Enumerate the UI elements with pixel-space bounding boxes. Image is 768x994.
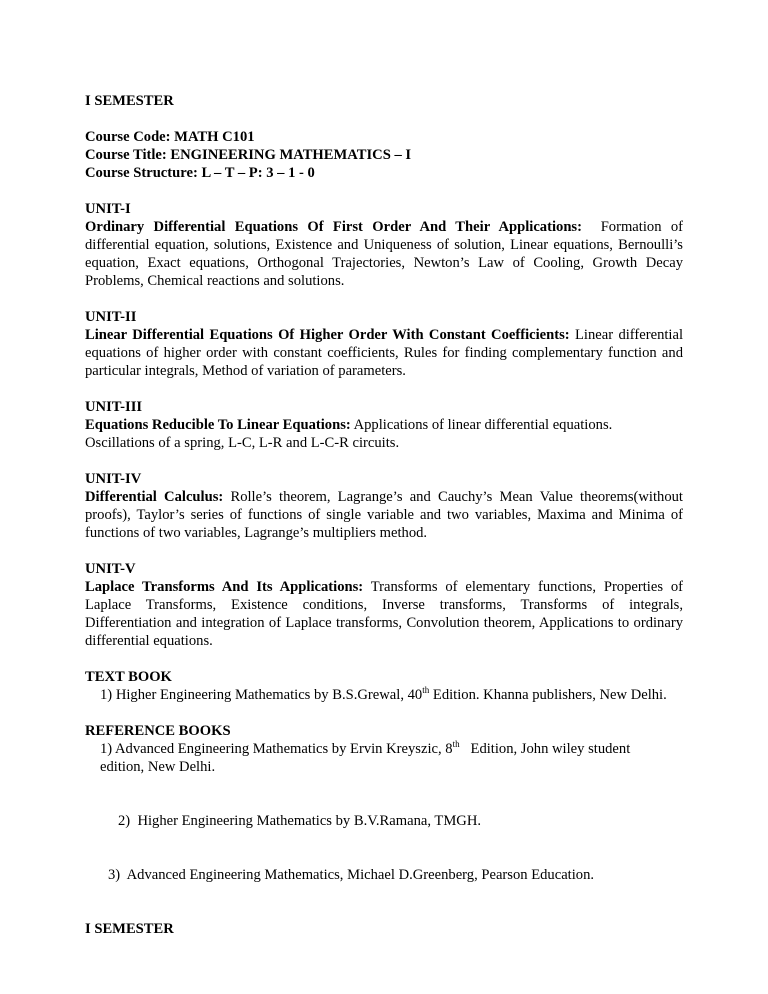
- unit-topic: Ordinary Differential Equations Of First Order And Their Applications:: [85, 219, 582, 235]
- unit-content: Transforms of elementary functions, Properties of Laplace Transforms, Existence conditions, Inverse transforms, Transforms of integrals, Differentiation and integration of Laplace transforms, Convolution theorem, Applications to ordinary differential equations.: [85, 579, 683, 649]
- unit-content-line2: Oscillations of a spring, L-C, L-R and L-C-R circuits.: [85, 435, 400, 451]
- semester-heading: I SEMESTER: [85, 93, 174, 109]
- unit-topic: Linear Differential Equations Of Higher Order With Constant Coefficients:: [85, 327, 570, 343]
- unit-content: Linear differential equations of higher order with constant coefficients, Rules for finding complementary function and particular integrals, Method of variation of parameters.: [85, 327, 684, 379]
- reference-item-text: 1) Advanced Engineering Mathematics by Ervin Kreyszic, 8: [100, 741, 453, 757]
- reference-item-line2: edition, New Delhi.: [100, 759, 216, 775]
- superscript: th: [422, 685, 430, 695]
- unit-body: [85, 326, 683, 380]
- unit-body: [85, 218, 683, 290]
- reference-item: 2) Higher Engineering Mathematics by B.V.Ramana, TMGH.: [118, 813, 482, 829]
- unit-topic: Equations Reducible To Linear Equations:: [85, 417, 351, 433]
- reference-item: 3) Advanced Engineering Mathematics, Michael D.Greenberg, Pearson Education.: [108, 867, 595, 883]
- text-book-item-text: Higher Engineering Mathematics by B.S.Grewal, 40: [115, 687, 423, 703]
- text-book-heading: TEXT BOOK: [85, 669, 172, 685]
- text-book-item-number: 1): [100, 687, 113, 703]
- unit-body: [85, 578, 683, 650]
- reference-item: [100, 740, 683, 758]
- unit-content: Applications of linear differential equations.: [353, 417, 613, 433]
- unit-topic: Laplace Transforms And Its Applications:: [85, 579, 364, 595]
- footer-semester-heading: I SEMESTER: [85, 921, 174, 937]
- text-book-item-text-end: Edition. Khanna publishers, New Delhi.: [429, 687, 667, 703]
- reference-item-text-mid: Edition, John wiley student: [459, 741, 631, 757]
- unit-heading: UNIT-IV: [85, 471, 142, 487]
- document-body: [85, 92, 683, 938]
- reference-books-heading: REFERENCE BOOKS: [85, 723, 231, 739]
- unit-heading: UNIT-I: [85, 201, 131, 217]
- unit-content: Formation of differential equation, solutions, Existence and Uniqueness of solution, Linear equations, Bernoulli’s equation, Exact equations, Orthogonal Trajectories, Newton’s Law of Cooling, Growth Decay Problems, Chemical reactions and solutions.: [85, 219, 683, 289]
- unit-heading: UNIT-V: [85, 561, 136, 577]
- unit-heading: UNIT-II: [85, 309, 137, 325]
- unit-topic: Differential Calculus:: [85, 489, 224, 505]
- text-book-item: [100, 686, 683, 704]
- unit-body: [85, 488, 683, 542]
- unit-content: Rolle’s theorem, Lagrange’s and Cauchy’s Mean Value theorems(without proofs), Taylor’s series of functions of single variable and two variables, Maxima and Minima of functions of two variables, Lagrange’s multipliers method.: [85, 489, 683, 541]
- unit-body: [85, 416, 683, 434]
- course-title: Course Title: ENGINEERING MATHEMATICS – I: [85, 147, 412, 163]
- course-structure: Course Structure: L – T – P: 3 – 1 - 0: [85, 165, 315, 181]
- superscript: th: [452, 739, 460, 749]
- course-code: Course Code: MATH C101: [85, 129, 255, 145]
- unit-heading: UNIT-III: [85, 399, 143, 415]
